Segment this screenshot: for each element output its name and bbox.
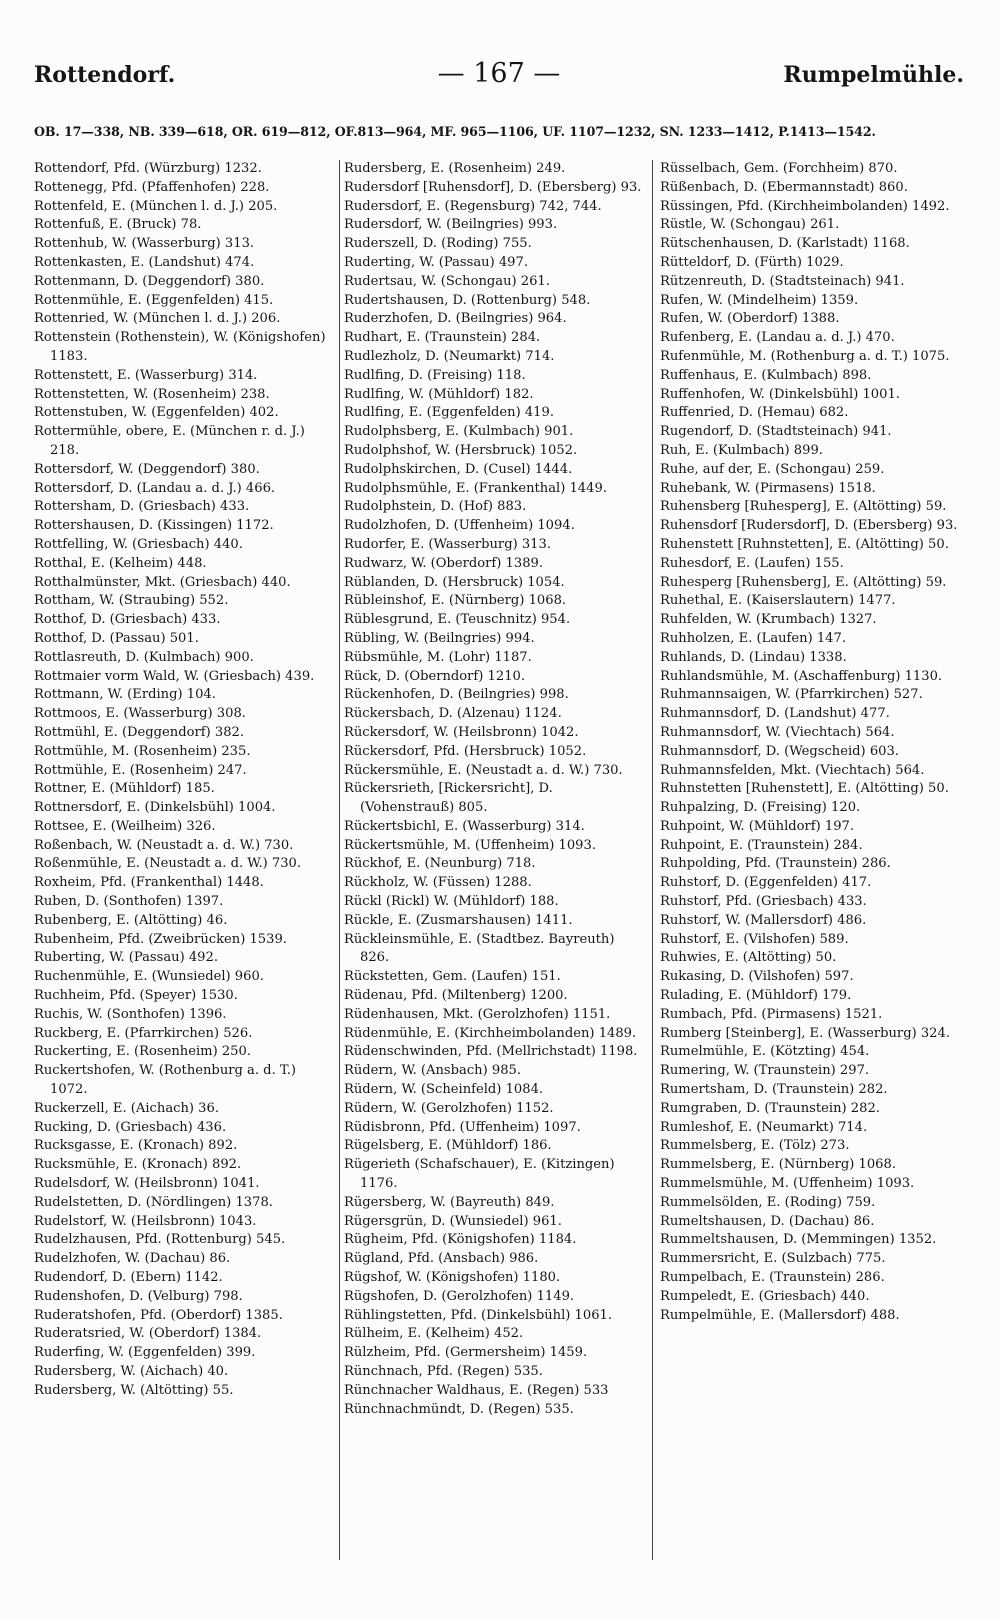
gazetteer-entry: Ruckerting, E. (Rosenheim) 250. [34,1044,251,1060]
gazetteer-entry: Rüssingen, Pfd. (Kirchheimbolanden) 1492. [660,198,950,214]
gazetteer-entry: Rudhart, E. (Traunstein) 284. [344,330,541,346]
gazetteer-entry: Rünchnach, Pfd. (Regen) 535. [344,1364,543,1379]
gazetteer-entry: Rudendorf, D. (Ebern) 1142. [34,1270,223,1286]
gazetteer-entry: Rüdisbronn, Pfd. (Uffenheim) 1097. [344,1119,581,1135]
gazetteer-entry: Rübling, W. (Beilngries) 994. [344,630,535,646]
gazetteer-entry: Ruhmannsdorf, D. (Wegscheid) 603. [660,743,899,759]
gazetteer-entry: Rottenfeld, E. (München l. d. J.) 205. [34,198,278,214]
gazetteer-entry: Rudolphsmühle, E. (Frankenthal) 1449. [344,480,607,496]
district-abbreviations: OB. 17—338, NB. 339—618, OR. 619—812, OF.813—964, MF. 965—1106, UF. 1107—1232, SN. 1233—1412, P.1413—1542. [34,124,876,139]
gazetteer-entry: Rotthof, D. (Griesbach) 433. [34,612,221,628]
gazetteer-entry: Rotthof, D. (Passau) 501. [34,630,199,646]
gazetteer-entry: Rudlfing, E. (Eggenfelden) 419. [344,405,554,421]
gazetteer-entry: Rudlezholz, D. (Neumarkt) 714. [344,348,555,364]
gazetteer-entry: Ruhensdorf [Rudersdorf], D. (Ebersberg) 93. [660,518,958,534]
gazetteer-entry: Rügheim, Pfd. (Königshofen) 1184. [344,1232,577,1248]
gazetteer-entry: Rottermühle, obere, E. (München r. d. J.) 218. [34,424,305,458]
gazetteer-entry: Rulading, E. (Mühldorf) 179. [660,988,852,1004]
column-3 [660,160,960,1325]
gazetteer-entry: Rünchnacher Waldhaus, E. (Regen) 533 [344,1382,609,1398]
gazetteer-entry: Ruhebank, W. (Pirmasens) 1518. [660,480,876,496]
gazetteer-entry: Rucksgasse, E. (Kronach) 892. [34,1138,238,1154]
gazetteer-entry: Rügshof, W. (Königshofen) 1180. [344,1270,561,1286]
gazetteer-entry: Rüdenmühle, E. (Kirchheimbolanden) 1489. [344,1025,637,1041]
gazetteer-entry: Ruhstorf, W. (Mallersdorf) 486. [660,912,867,928]
gazetteer-entry: Rübleinshof, E. (Nürnberg) 1068. [344,593,567,609]
gazetteer-entry: Rückertsmühle, M. (Uffenheim) 1093. [344,837,596,853]
gazetteer-columns [34,160,964,1600]
gazetteer-entry: Rumeltshausen, D. (Dachau) 86. [660,1213,875,1229]
gazetteer-entry: Rückhof, E. (Neunburg) 718. [344,856,536,872]
gazetteer-entry: Rudorfer, E. (Wasserburg) 313. [344,536,551,552]
gazetteer-entry: Ruhpolding, Pfd. (Traunstein) 286. [660,856,891,872]
gazetteer-entry: Rüdern, W. (Gerolzhofen) 1152. [344,1100,554,1116]
gazetteer-entry: Rüdern, W. (Ansbach) 985. [344,1063,522,1079]
gazetteer-entry: Rubenberg, E. (Altötting) 46. [34,912,228,928]
gazetteer-entry: Rüdenhausen, Mkt. (Gerolzhofen) 1151. [344,1006,611,1022]
gazetteer-entry: Rülheim, E. (Kelheim) 452. [344,1326,524,1342]
gazetteer-entry: Rukasing, D. (Vilshofen) 597. [660,969,854,985]
gazetteer-entry: Ruhlands, D. (Lindau) 1338. [660,649,847,665]
gazetteer-entry: Rottenhub, W. (Wasserburg) 313. [34,236,255,252]
gazetteer-entry: Rülzheim, Pfd. (Germersheim) 1459. [344,1345,588,1361]
gazetteer-entry: Ruhesdorf, E. (Laufen) 155. [660,555,844,571]
gazetteer-entry: Rudolphsberg, E. (Kulmbach) 901. [344,424,574,440]
gazetteer-entry: Rottenkasten, E. (Landshut) 474. [34,254,255,270]
gazetteer-entry: Rubenheim, Pfd. (Zweibrücken) 1539. [34,931,287,947]
gazetteer-entry: Ruhe, auf der, E. (Schongau) 259. [660,461,885,477]
gazetteer-entry: Rückersbach, D. (Alzenau) 1124. [344,706,562,722]
gazetteer-entry: Rottner, E. (Mühldorf) 185. [34,781,215,797]
gazetteer-entry: Ruhlandsmühle, M. (Aschaffenburg) 1130. [660,668,943,684]
gazetteer-entry: Ruben, D. (Sonthofen) 1397. [34,894,224,910]
gazetteer-entry: Rummersricht, E. (Sulzbach) 775. [660,1251,886,1267]
gazetteer-entry: Roßenbach, W. (Neustadt a. d. W.) 730. [34,837,294,853]
gazetteer-entry: Ruchis, W. (Sonthofen) 1396. [34,1006,227,1022]
gazetteer-entry: Ruderatsried, W. (Oberdorf) 1384. [34,1326,262,1342]
gazetteer-entry: Rudelzhausen, Pfd. (Rottenburg) 545. [34,1232,286,1248]
gazetteer-entry: Rufenberg, E. (Landau a. d. J.) 470. [660,330,895,346]
gazetteer-entry: Ruhstorf, E. (Vilshofen) 589. [660,931,849,947]
gazetteer-entry: Ruhstorf, D. (Eggenfelden) 417. [660,875,872,891]
gazetteer-entry: Rügerieth (Schafschauer), E. (Kitzingen) 1176. [344,1157,615,1192]
gazetteer-entry: Rügshofen, D. (Gerolzhofen) 1149. [344,1288,575,1304]
gazetteer-entry: Rügland, Pfd. (Ansbach) 986. [344,1251,539,1267]
gazetteer-entry: Ruhmannsfelden, Mkt. (Viechtach) 564. [660,762,925,778]
gazetteer-entry: Rütschenhausen, D. (Karlstadt) 1168. [660,236,910,252]
gazetteer-entry: Ruchheim, Pfd. (Speyer) 1530. [34,988,238,1004]
gazetteer-entry: Rottenstein (Rothenstein), W. (Königshofen) 1183. [34,330,326,364]
gazetteer-entry: Ruderzhofen, D. (Beilngries) 964. [344,311,567,327]
gazetteer-entry: Rufenmühle, M. (Rothenburg a. d. T.) 1075. [660,348,950,364]
gazetteer-entry: Rützenreuth, D. (Stadtsteinach) 941. [660,273,905,289]
gazetteer-entry: Ruderszell, D. (Roding) 755. [344,236,532,252]
gazetteer-entry: Rugendorf, D. (Stadtsteinach) 941. [660,424,892,440]
gazetteer-entry: Rottersdorf, D. (Landau a. d. J.) 466. [34,480,276,496]
gazetteer-entry: Rückersmühle, E. (Neustadt a. d. W.) 730. [344,762,623,778]
gazetteer-entry: Rückertsbichl, E. (Wasserburg) 314. [344,818,585,834]
gazetteer-entry: Rumelmühle, E. (Kötzting) 454. [660,1044,870,1060]
gazetteer-entry: Rumberg [Steinberg], E. (Wasserburg) 324. [660,1025,950,1041]
gazetteer-entry: Ruhmannsaigen, W. (Pfarrkirchen) 527. [660,687,923,703]
gazetteer-entry: Rüdenschwinden, Pfd. (Mellrichstadt) 1198. [344,1044,638,1060]
gazetteer-entry: Rottmühle, E. (Rosenheim) 247. [34,762,247,778]
gazetteer-entry: Ruderting, W. (Passau) 497. [344,254,529,270]
gazetteer-entry: Ruhstorf, Pfd. (Griesbach) 433. [660,894,867,910]
gazetteer-entry: Rottenstuben, W. (Eggenfelden) 402. [34,405,279,421]
page-number: — 167 — [437,58,561,89]
gazetteer-entry: Rottenstett, E. (Wasserburg) 314. [34,367,258,383]
gazetteer-entry: Rummeltshausen, D. (Memmingen) 1352. [660,1232,937,1248]
gazetteer-entry: Rudolphskirchen, D. (Cusel) 1444. [344,461,573,477]
gazetteer-entry: Ruffenried, D. (Hemau) 682. [660,405,849,421]
gazetteer-entry: Rüstle, W. (Schongau) 261. [660,217,840,233]
gazetteer-entry: Ruhholzen, E. (Laufen) 147. [660,630,847,646]
gazetteer-entry: Rumering, W. (Traunstein) 297. [660,1063,870,1079]
gazetteer-entry: Rückle, E. (Zusmarshausen) 1411. [344,912,573,928]
gazetteer-entry: Rückstetten, Gem. (Laufen) 151. [344,969,561,985]
gazetteer-entry: Ruchenmühle, E. (Wunsiedel) 960. [34,969,264,985]
gazetteer-entry: Rudolphstein, D. (Hof) 883. [344,499,527,515]
gazetteer-entry: Rudelstetten, D. (Nördlingen) 1378. [34,1194,273,1210]
gazetteer-entry: Rottnersdorf, E. (Dinkelsbühl) 1004. [34,800,276,816]
gazetteer-entry: Ruhesperg [Ruhensberg], E. (Altötting) 59. [660,574,947,590]
gazetteer-entry: Rückenhofen, D. (Beilngries) 998. [344,687,569,703]
gazetteer-entry: Rottenried, W. (München l. d. J.) 206. [34,311,281,327]
running-head-right: Rumpelmühle. [783,62,964,88]
gazetteer-entry: Rucksmühle, E. (Kronach) 892. [34,1157,242,1173]
gazetteer-entry: Rügersgrün, D. (Wunsiedel) 961. [344,1213,562,1229]
gazetteer-entry: Ruhensberg [Ruhesperg], E. (Altötting) 59. [660,499,947,515]
column-2 [344,160,644,1419]
gazetteer-entry: Rucking, D. (Griesbach) 436. [34,1119,227,1135]
gazetteer-entry: Ruckberg, E. (Pfarrkirchen) 526. [34,1025,253,1041]
gazetteer-entry: Rottenegg, Pfd. (Pfaffenhofen) 228. [34,179,270,195]
gazetteer-entry: Rückl (Rickl) W. (Mühldorf) 188. [344,894,559,910]
gazetteer-entry: Rüsselbach, Gem. (Forchheim) 870. [660,161,898,176]
gazetteer-entry: Rückersrieth, [Rickersricht], D. (Vohenstrauß) 805. [344,781,553,816]
gazetteer-entry: Roßenmühle, E. (Neustadt a. d. W.) 730. [34,856,302,872]
gazetteer-entry: Rumbach, Pfd. (Pirmasens) 1521. [660,1006,883,1022]
gazetteer-entry: Rück, D. (Oberndorf) 1210. [344,668,526,684]
gazetteer-entry: Rottersham, D. (Griesbach) 433. [34,499,250,515]
gazetteer-entry: Ruhpoint, W. (Mühldorf) 197. [660,818,855,834]
gazetteer-entry: Rummelsberg, E. (Nürnberg) 1068. [660,1157,896,1173]
page-header [34,58,964,98]
gazetteer-entry: Rudertshausen, D. (Rottenburg) 548. [344,292,591,308]
gazetteer-entry: Rüblesgrund, E. (Teuschnitz) 954. [344,612,571,628]
gazetteer-entry: Rückleinsmühle, E. (Stadtbez. Bayreuth) 826. [344,931,615,966]
gazetteer-entry: Rühlingstetten, Pfd. (Dinkelsbühl) 1061. [344,1307,613,1323]
gazetteer-entry: Rübsmühle, M. (Lohr) 1187. [344,649,532,665]
gazetteer-entry: Rottmann, W. (Erding) 104. [34,687,216,703]
gazetteer-entry: Ruhnstetten [Ruhenstett], E. (Altötting) 50. [660,781,949,797]
gazetteer-entry: Rottenmann, D. (Deggendorf) 380. [34,273,265,289]
gazetteer-entry: Rückholz, W. (Füssen) 1288. [344,875,532,891]
gazetteer-entry: Rottendorf, Pfd. (Würzburg) 1232. [34,161,262,176]
gazetteer-entry: Ruckerzell, E. (Aichach) 36. [34,1100,219,1116]
gazetteer-entry: Ruffenhaus, E. (Kulmbach) 898. [660,367,872,383]
gazetteer-entry: Rumleshof, E. (Neumarkt) 714. [660,1119,868,1135]
gazetteer-entry: Rottenfuß, E. (Bruck) 78. [34,217,202,233]
gazetteer-entry: Rudolphshof, W. (Hersbruck) 1052. [344,442,578,458]
column-1 [34,160,334,1401]
gazetteer-entry: Rotthalmünster, Mkt. (Griesbach) 440. [34,574,291,590]
gazetteer-entry: Rottmaier vorm Wald, W. (Griesbach) 439. [34,668,315,684]
gazetteer-entry: Rumpelmühle, E. (Mallersdorf) 488. [660,1307,900,1323]
gazetteer-entry: Rudlfing, D. (Freising) 118. [344,367,526,383]
gazetteer-entry: Rünchnachmündt, D. (Regen) 535. [344,1401,574,1417]
gazetteer-entry: Ruh, E. (Kulmbach) 899. [660,442,823,458]
gazetteer-entry: Rumertsham, D. (Traunstein) 282. [660,1082,888,1098]
gazetteer-entry: Ruderfing, W. (Eggenfelden) 399. [34,1345,256,1361]
gazetteer-entry: Rudlfing, W. (Mühldorf) 182. [344,386,534,402]
gazetteer-entry: Rudertsau, W. (Schongau) 261. [344,273,550,289]
gazetteer-entry: Ruhpalzing, D. (Freising) 120. [660,800,861,816]
gazetteer-entry: Rügersberg, W. (Bayreuth) 849. [344,1194,555,1210]
gazetteer-entry: Rüblanden, D. (Hersbruck) 1054. [344,574,565,590]
gazetteer-entry: Rumgraben, D. (Traunstein) 282. [660,1100,880,1116]
gazetteer-entry: Rottershausen, D. (Kissingen) 1172. [34,518,274,534]
gazetteer-entry: Ruhethal, E. (Kaiserslautern) 1477. [660,593,896,609]
gazetteer-entry: Rüdenau, Pfd. (Miltenberg) 1200. [344,988,568,1004]
gazetteer-entry: Ruderatshofen, Pfd. (Oberdorf) 1385. [34,1307,283,1323]
gazetteer-entry: Rottsee, E. (Weilheim) 326. [34,818,216,834]
column-divider [339,160,340,1560]
gazetteer-entry: Rummelsölden, E. (Roding) 759. [660,1194,876,1210]
gazetteer-entry: Rottmühl, E. (Deggendorf) 382. [34,724,245,740]
gazetteer-entry: Rottham, W. (Straubing) 552. [34,593,229,609]
gazetteer-entry: Ruckertshofen, W. (Rothenburg a. d. T.) 1072. [34,1063,296,1098]
gazetteer-entry: Rudelzhofen, W. (Dachau) 86. [34,1251,231,1267]
gazetteer-entry: Ruhenstett [Ruhnstetten], E. (Altötting) 50. [660,536,949,552]
gazetteer-entry: Rottlasreuth, D. (Kulmbach) 900. [34,649,254,665]
gazetteer-entry: Ruffenhofen, W. (Dinkelsbühl) 1001. [660,386,900,402]
gazetteer-entry: Rotthal, E. (Kelheim) 448. [34,555,207,571]
gazetteer-entry: Rumpelbach, E. (Traunstein) 286. [660,1270,885,1286]
gazetteer-entry: Rückersdorf, Pfd. (Hersbruck) 1052. [344,743,587,759]
gazetteer-entry: Rufen, W. (Oberdorf) 1388. [660,311,840,327]
gazetteer-entry: Rudolzhofen, D. (Uffenheim) 1094. [344,518,575,534]
gazetteer-entry: Ruhwies, E. (Altötting) 50. [660,950,837,966]
gazetteer-entry: Rüdern, W. (Scheinfeld) 1084. [344,1082,544,1098]
gazetteer-entry: Rudwarz, W. (Oberdorf) 1389. [344,555,544,571]
gazetteer-entry: Roxheim, Pfd. (Frankenthal) 1448. [34,875,264,891]
gazetteer-entry: Rottmoos, E. (Wasserburg) 308. [34,706,246,722]
gazetteer-entry: Rudelstorf, W. (Heilsbronn) 1043. [34,1213,257,1229]
gazetteer-entry: Rückersdorf, W. (Heilsbronn) 1042. [344,724,579,740]
gazetteer-entry: Rumpeledt, E. (Griesbach) 440. [660,1288,870,1304]
gazetteer-entry: Ruhfelden, W. (Krumbach) 1327. [660,612,877,628]
gazetteer-entry: Rütteldorf, D. (Fürth) 1029. [660,254,844,270]
gazetteer-entry: Rottenstetten, W. (Rosenheim) 238. [34,386,270,402]
gazetteer-entry: Rudersdorf, E. (Regensburg) 742, 744. [344,198,602,214]
gazetteer-entry: Ruberting, W. (Passau) 492. [34,950,219,966]
gazetteer-entry: Rummelsberg, E. (Tölz) 273. [660,1138,850,1154]
gazetteer-entry: Rudersberg, W. (Aichach) 40. [34,1364,229,1379]
gazetteer-entry: Ruhmannsdorf, D. (Landshut) 477. [660,706,890,722]
gazetteer-entry: Rudersberg, W. (Altötting) 55. [34,1382,234,1398]
column-divider [652,160,653,1560]
gazetteer-entry: Rudelsdorf, W. (Heilsbronn) 1041. [34,1176,260,1192]
gazetteer-entry: Rottfelling, W. (Griesbach) 440. [34,536,243,552]
gazetteer-entry: Rottmühle, M. (Rosenheim) 235. [34,743,251,759]
gazetteer-entry: Ruhmannsdorf, W. (Viechtach) 564. [660,724,895,740]
gazetteer-entry: Rudersberg, E. (Rosenheim) 249. [344,161,566,176]
gazetteer-entry: Ruhpoint, E. (Traunstein) 284. [660,837,863,853]
running-head-left: Rottendorf. [34,62,176,88]
gazetteer-entry: Rügelsberg, E. (Mühldorf) 186. [344,1138,552,1154]
gazetteer-entry: Rudersdorf [Ruhensdorf], D. (Ebersberg) 93. [344,179,642,195]
gazetteer-entry: Rudenshofen, D. (Velburg) 798. [34,1288,243,1304]
gazetteer-entry: Rottersdorf, W. (Deggendorf) 380. [34,461,260,477]
gazetteer-entry: Rüßenbach, D. (Ebermannstadt) 860. [660,179,908,195]
gazetteer-entry: Rottenmühle, E. (Eggenfelden) 415. [34,292,274,308]
gazetteer-entry: Rudersdorf, W. (Beilngries) 993. [344,217,558,233]
gazetteer-entry: Rufen, W. (Mindelheim) 1359. [660,292,859,308]
gazetteer-entry: Rummelsmühle, M. (Uffenheim) 1093. [660,1176,915,1192]
